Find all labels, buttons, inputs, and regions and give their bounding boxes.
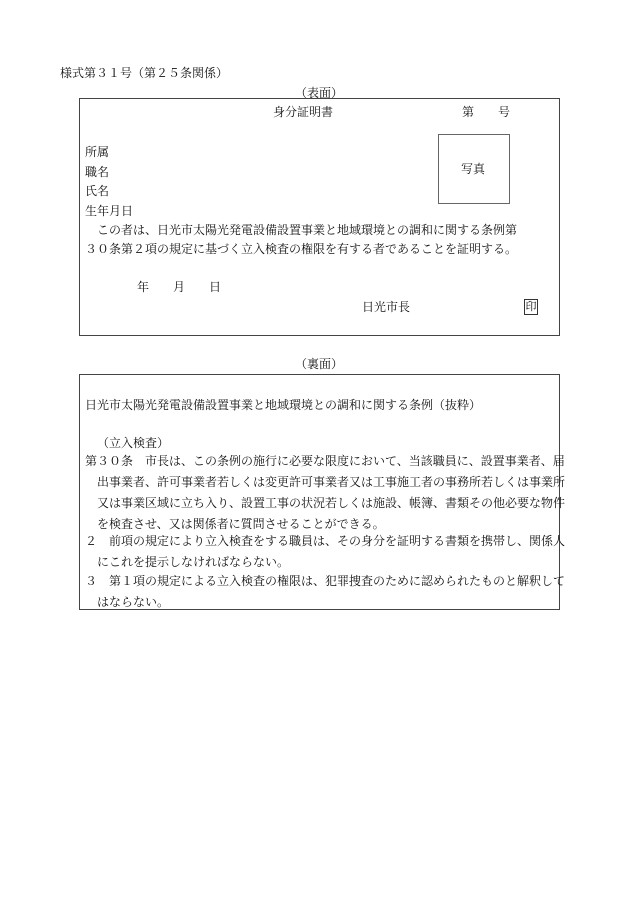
paragraph-3: ３ 第１項の規定による立入検査の権限は、犯罪捜査のために認められたものと解釈してはならない。 xyxy=(85,574,566,609)
back-heading: （裏面） xyxy=(295,357,344,371)
issue-date: 年 月 日 xyxy=(137,280,222,294)
form-label: 様式第３１号（第２５条関係） xyxy=(60,66,229,80)
photo-label: 写真 xyxy=(461,162,486,176)
issuer-name: 日光市長 xyxy=(362,300,411,314)
section-caption: （立入検査） xyxy=(97,436,170,450)
certification-line-1: この者は、日光市太陽光発電設備設置事業と地域環境との調和に関する条例第 xyxy=(97,223,518,237)
certificate-number-label: 第 号 xyxy=(462,105,511,119)
field-position: 職名 xyxy=(85,165,110,179)
field-birthdate: 生年月日 xyxy=(85,204,134,218)
front-heading: （表面） xyxy=(295,86,344,100)
article-30: 第３０条 市長は、この条例の施行に必要な限度において、当該職員に、設置事業者、届出事業者、許可事業者若しくは変更許可事業者又は工事施工者の事務所若しくは事業所又は事業区域に立ち入り、設置工事の状況若しくは施設、帳簿、書類その他必要な物件を検査させ、又は関係者に質問させることができる。 xyxy=(85,454,566,531)
seal-mark: 印 xyxy=(525,300,537,313)
paragraph-2: ２ 前項の規定により立入検査をする職員は、その身分を証明する書類を携帯し、関係人にこれを提示しなければならない。 xyxy=(85,534,566,569)
ordinance-title: 日光市太陽光発電設備設置事業と地域環境との調和に関する条例（抜粋） xyxy=(85,398,482,412)
front-title: 身分証明書 xyxy=(273,105,334,119)
field-affiliation: 所属 xyxy=(85,145,110,159)
certification-line-2: ３０条第２項の規定に基づく立入検査の権限を有する者であることを証明する。 xyxy=(85,242,518,256)
field-name: 氏名 xyxy=(85,184,110,198)
